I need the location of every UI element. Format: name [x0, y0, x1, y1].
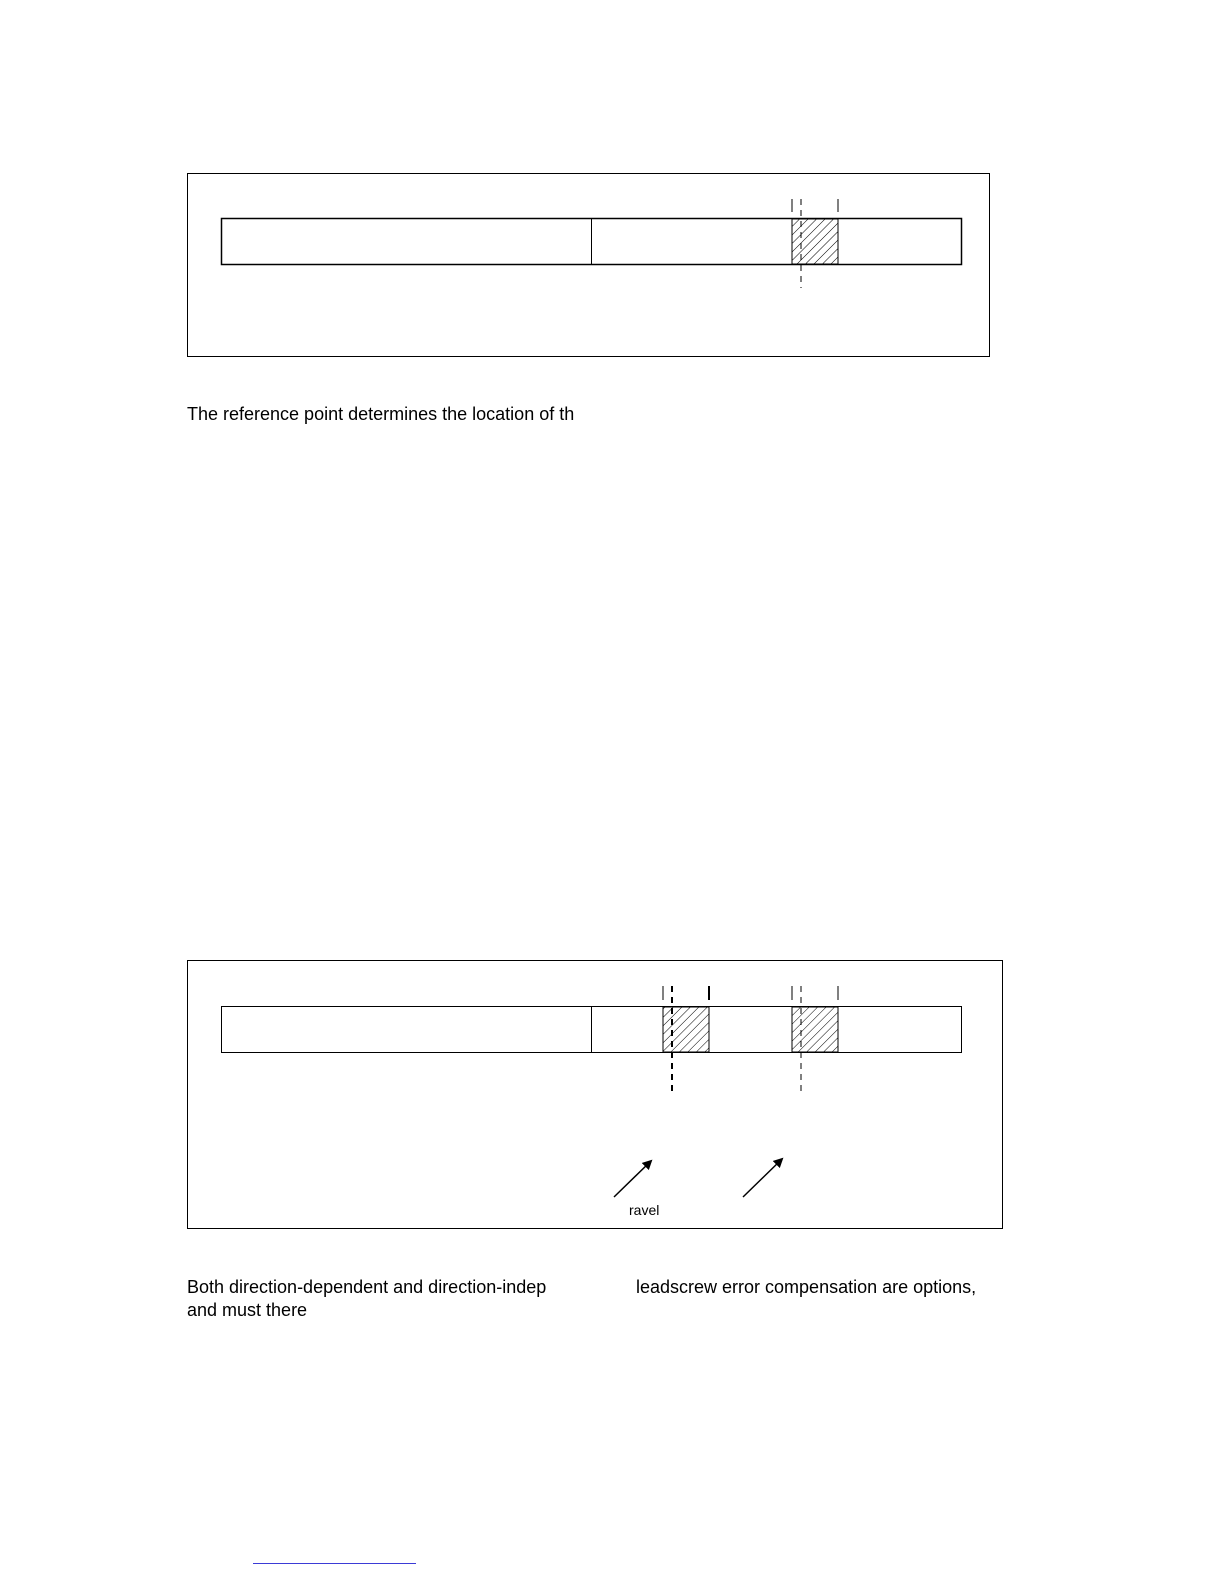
paragraph-compensation-line1-part1: Both direction-dependent and direction-indep — [187, 1277, 547, 1297]
figure-2-frame — [188, 961, 1003, 1229]
paragraph-compensation-line1-part2: leadscrew error compensation are options, — [636, 1277, 977, 1297]
figure-1 — [188, 174, 990, 357]
hatched-zone-positive-direction — [792, 1007, 838, 1052]
paragraph-reference-point: The reference point determines the location of th — [187, 404, 575, 424]
hatched-zone-negative-direction — [663, 1007, 709, 1052]
travel-label: ravel — [629, 1202, 660, 1218]
footnote-separator — [253, 1563, 416, 1564]
figure-2 — [188, 961, 1003, 1229]
hatched-compensation-zone — [792, 219, 838, 264]
paragraph-compensation-line2: and must there — [187, 1300, 308, 1320]
travel-arrow-left — [614, 1161, 651, 1197]
travel-arrow-right — [743, 1159, 782, 1197]
